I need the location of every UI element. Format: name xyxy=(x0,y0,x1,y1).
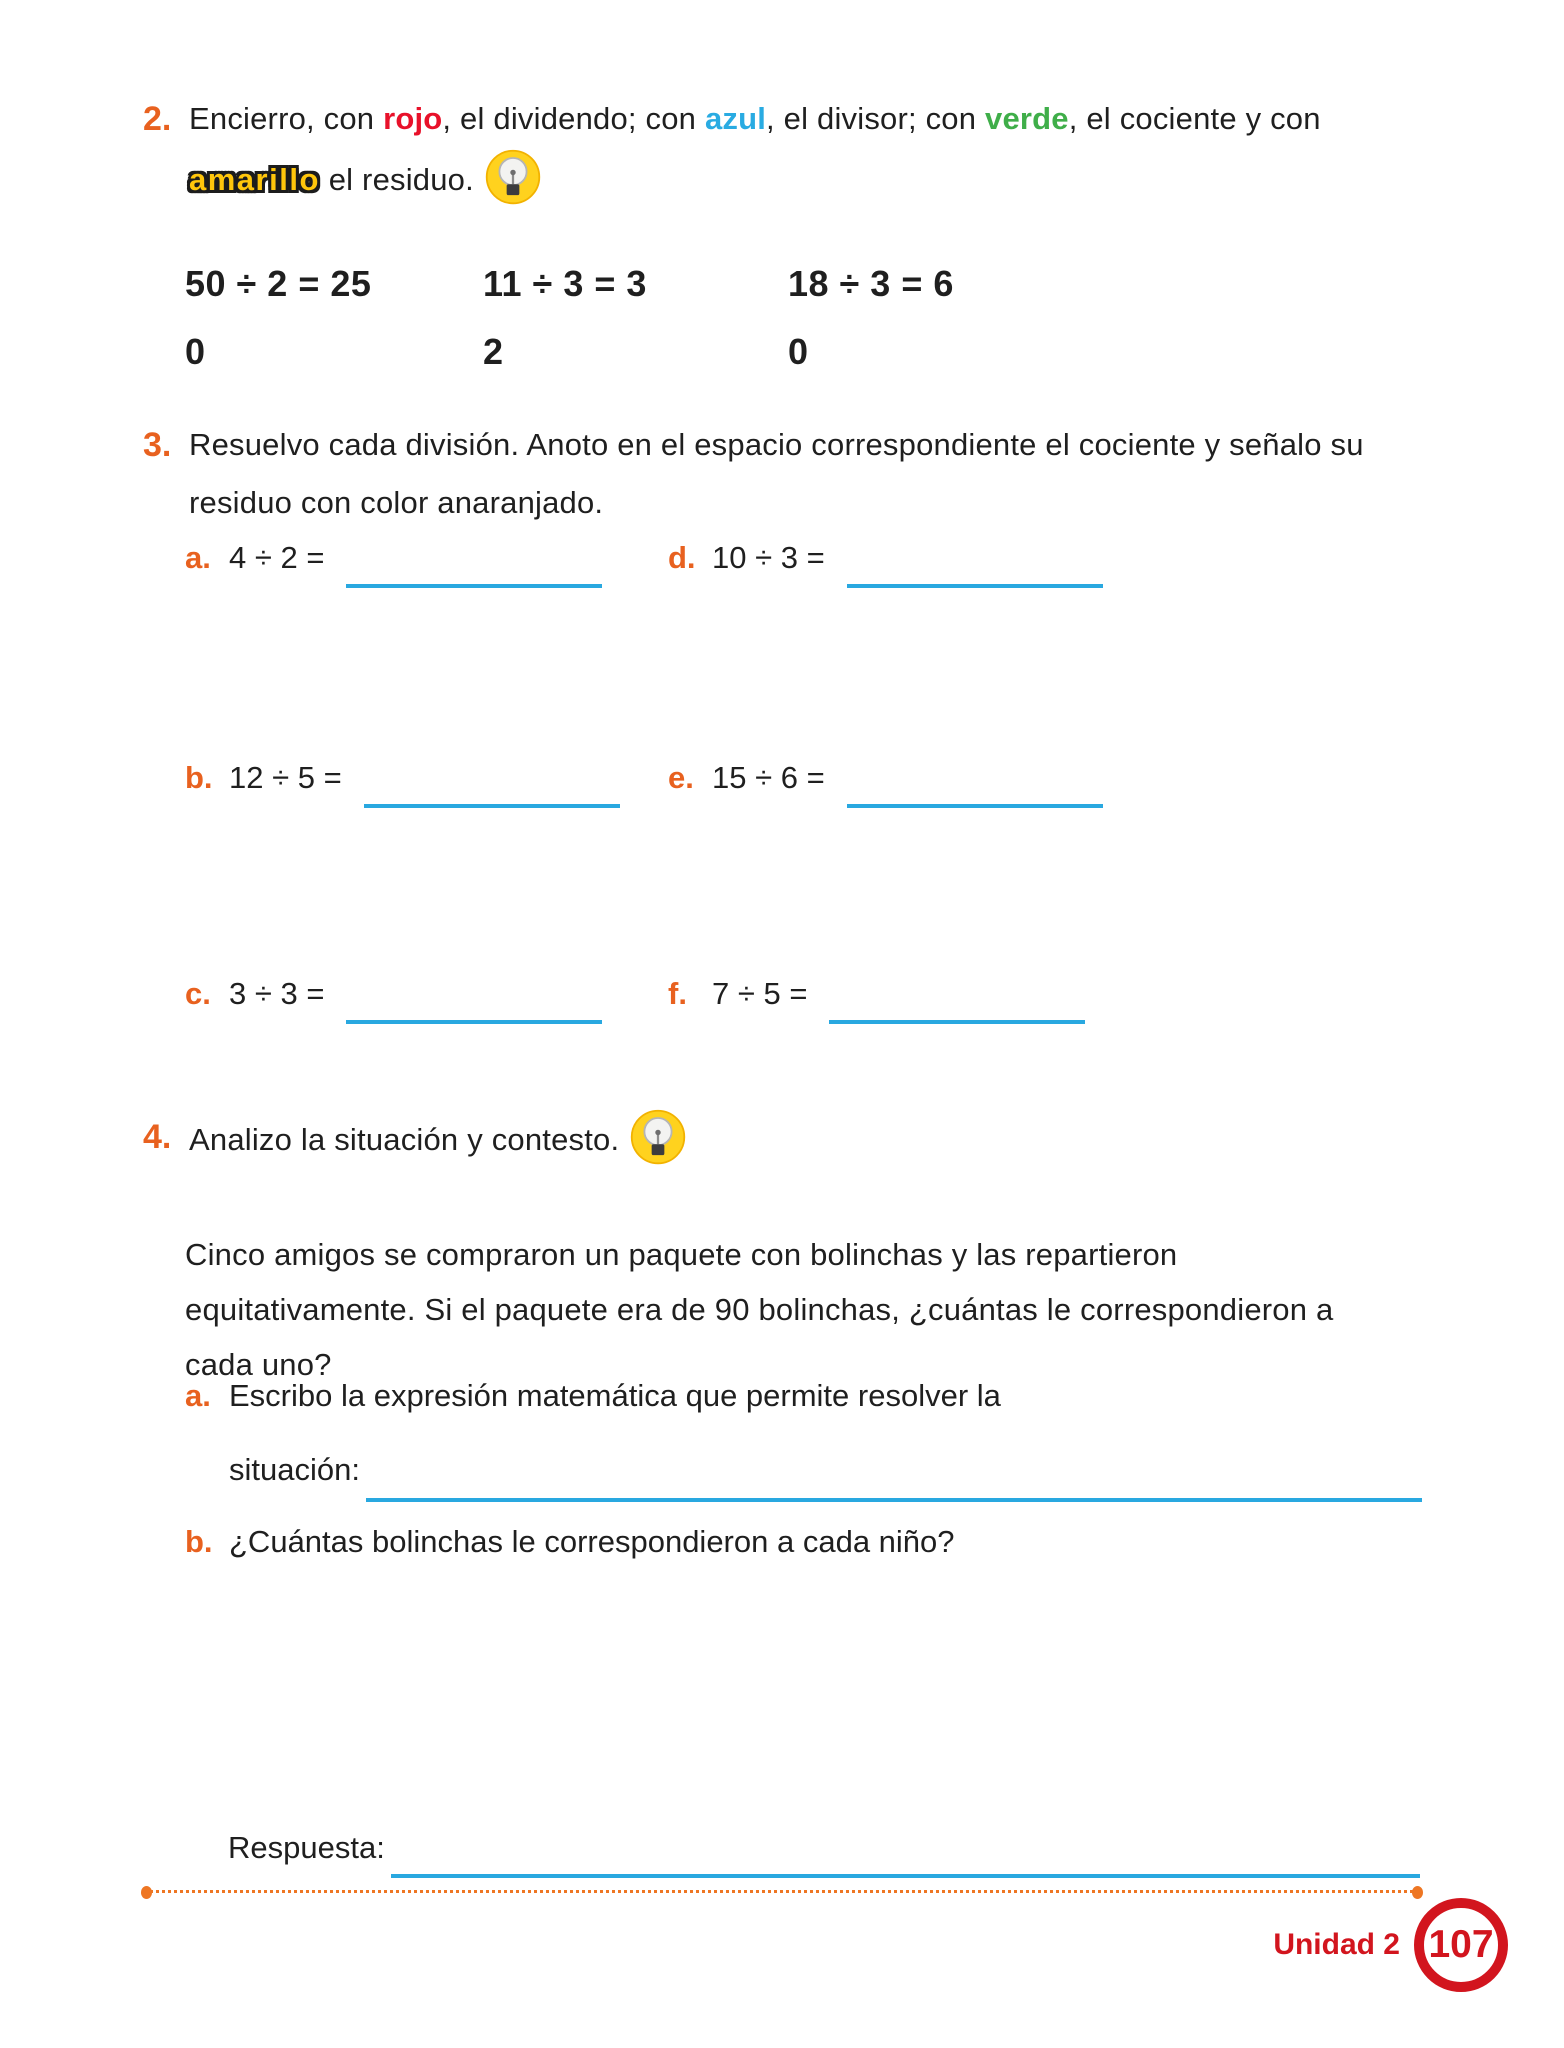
exercise-4-title-text: Analizo la situación y contesto. xyxy=(189,1122,620,1157)
exercise-3-items xyxy=(185,540,1103,1012)
exercise-3 xyxy=(143,416,1433,532)
answer-blank-d[interactable] xyxy=(847,564,1103,588)
exercise-4-item-a xyxy=(185,1372,1422,1494)
exercise-2-instruction xyxy=(189,90,1419,225)
division-equation: 50 ÷ 2 = 25 xyxy=(185,263,372,304)
exercise-2-number: 2. xyxy=(143,100,172,138)
division-example xyxy=(483,262,788,374)
answer-row xyxy=(228,1826,1420,1870)
item-letter: a. xyxy=(185,540,211,575)
answer-blank-c[interactable] xyxy=(346,1000,602,1024)
exercise-3-number: 3. xyxy=(143,426,172,464)
exercise-4-number: 4. xyxy=(143,1118,172,1156)
division-equation: 11 ÷ 3 = 3 xyxy=(483,263,647,304)
division-problem-b xyxy=(185,760,668,796)
answer-label: Respuesta: xyxy=(228,1830,385,1865)
lightbulb-icon xyxy=(484,148,542,225)
division-expression: 12 ÷ 5 = xyxy=(229,760,342,795)
color-word-azul: azul xyxy=(704,101,767,136)
page-number-badge: 107 xyxy=(1414,1898,1508,1992)
division-expression: 7 ÷ 5 = xyxy=(712,976,808,1011)
answer-blank-a[interactable] xyxy=(346,564,602,588)
solved-examples xyxy=(185,262,954,374)
item-letter: a. xyxy=(185,1378,211,1413)
word-problem-text: Cinco amigos se compraron un paquete con bolinchas y las repartieron equitativamente. Si el paquete era de 90 bolinchas, ¿cuántas le correspondieron a cada uno? xyxy=(185,1237,1334,1382)
page-footer xyxy=(1100,1898,1508,1992)
division-example xyxy=(788,262,954,374)
unit-label: Unidad 2 xyxy=(1273,1928,1400,1961)
item-letter: c. xyxy=(185,976,211,1011)
item-letter: b. xyxy=(185,760,213,795)
instruction-segment: , el divisor; con xyxy=(766,101,985,136)
divider-dot-icon xyxy=(141,1886,152,1899)
color-word-rojo: rojo xyxy=(383,101,443,136)
item-b-text: ¿Cuántas bolinchas le correspondieron a cada niño? xyxy=(229,1524,955,1559)
division-expression: 15 ÷ 6 = xyxy=(712,760,825,795)
division-problem-a xyxy=(185,540,668,576)
item-letter: d. xyxy=(668,540,696,575)
division-remainder: 2 xyxy=(483,331,504,372)
division-remainder: 0 xyxy=(788,331,809,372)
division-expression: 3 ÷ 3 = xyxy=(229,976,325,1011)
instruction-segment: Encierro, con xyxy=(189,101,384,136)
instruction-segment: el residuo. xyxy=(319,162,474,197)
instruction-segment: , el dividendo; con xyxy=(442,101,705,136)
item-letter: f. xyxy=(668,976,687,1011)
footer-dotted-divider xyxy=(145,1890,1419,1893)
exercise-4-item-b xyxy=(185,1518,1422,1566)
color-word-amarillo: amarillo xyxy=(189,162,320,197)
answer-blank-b[interactable] xyxy=(364,784,620,808)
division-example xyxy=(185,262,483,374)
exercise-3-instruction: Resuelvo cada división. Anoto en el espacio correspondiente el cociente y señalo su residuo con color anaranjado. xyxy=(189,427,1364,520)
item-letter: b. xyxy=(185,1524,213,1559)
division-equation: 18 ÷ 3 = 6 xyxy=(788,263,954,304)
expression-answer-blank[interactable] xyxy=(366,1478,1422,1502)
division-remainder: 0 xyxy=(185,331,206,372)
exercise-4-title xyxy=(189,1108,687,1185)
exercise-2 xyxy=(143,90,1433,225)
answer-blank-e[interactable] xyxy=(847,784,1103,808)
item-a-text-line1: Escribo la expresión matemática que permite resolver la xyxy=(229,1378,1001,1413)
lightbulb-icon xyxy=(629,1108,687,1185)
instruction-segment: , el cociente y con xyxy=(1068,101,1321,136)
division-problem-d xyxy=(668,540,1103,576)
exercise-4 xyxy=(143,1108,1433,1185)
answer-blank-f[interactable] xyxy=(829,1000,1085,1024)
color-word-verde: verde xyxy=(985,101,1069,136)
division-problem-e xyxy=(668,760,1103,796)
item-letter: e. xyxy=(668,760,694,795)
final-answer-blank[interactable] xyxy=(391,1854,1420,1878)
division-expression: 10 ÷ 3 = xyxy=(712,540,825,575)
item-a-text-line2: situación: xyxy=(229,1452,360,1487)
division-problem-c xyxy=(185,976,668,1012)
division-expression: 4 ÷ 2 = xyxy=(229,540,325,575)
division-problem-f xyxy=(668,976,1103,1012)
